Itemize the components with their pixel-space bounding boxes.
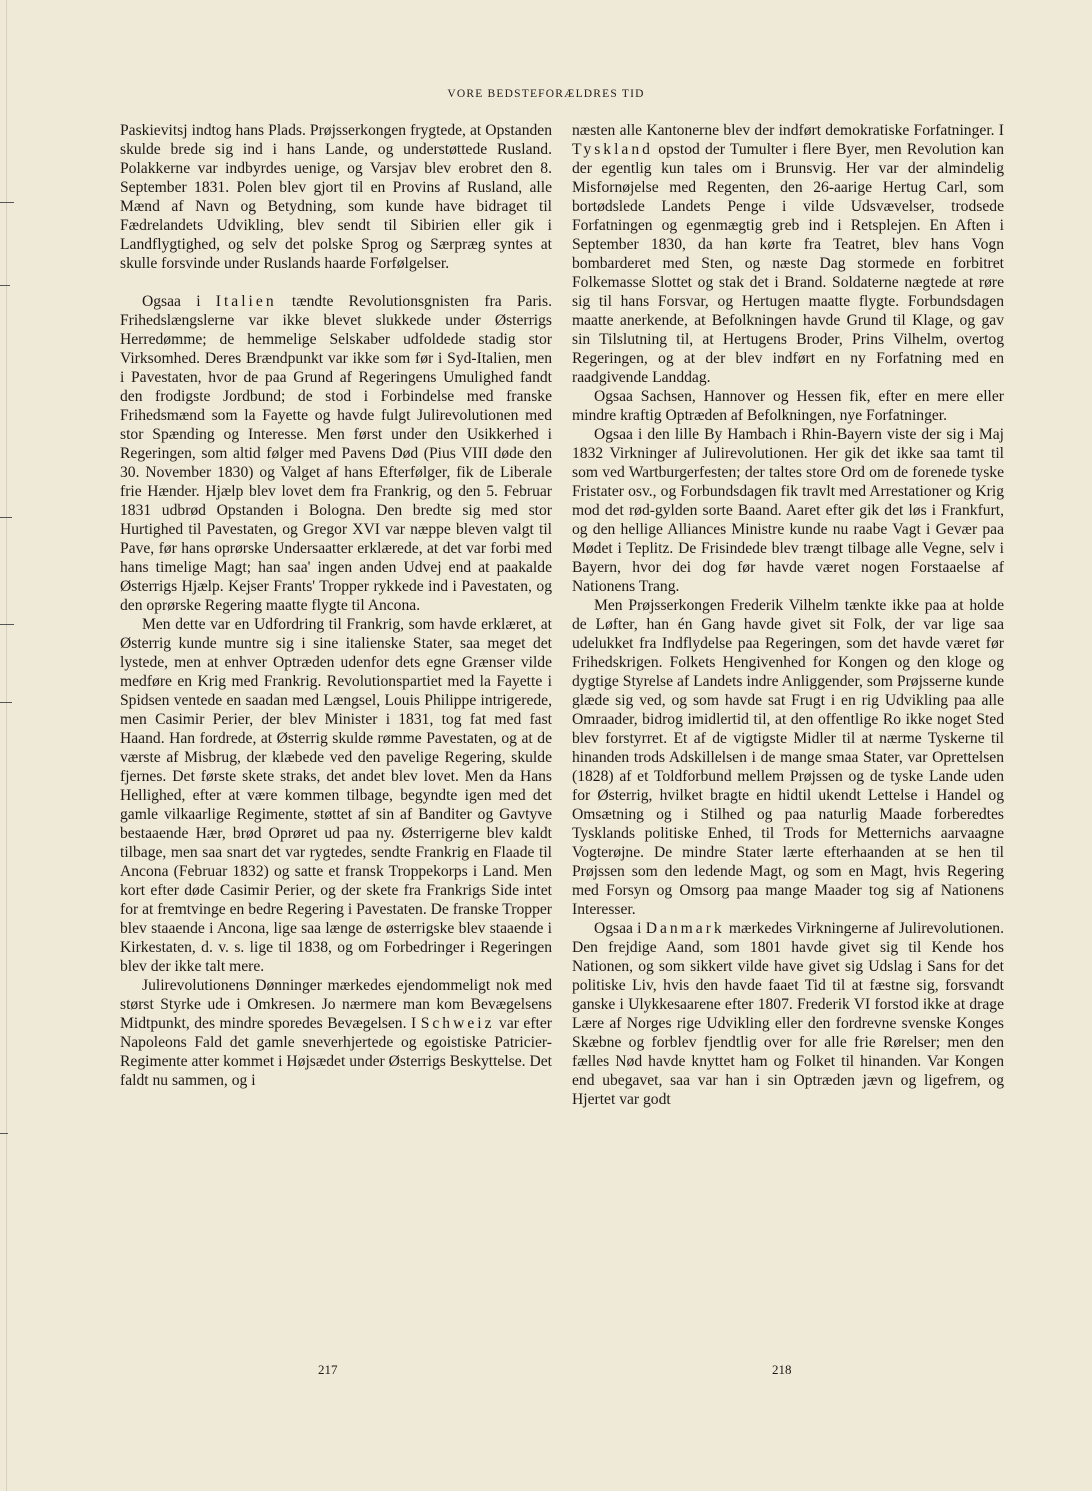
text-run: opstod der Tumulter i flere Byer, men Revolution kan der egentlig kun tales om i Brunsvig. Her var der almindelig Misfornøjelse med Regenten, den 26-aarige Hertug Carl, som bortødslede Landets Penge i vilde Udsvævelser, trodsede Forfatningen og egenmægtig greb ind i Retsplejen. En Aften i September 1830, da han kørte fra Teatret, blev hans Vogn bombarderet med Sten, og næste Dag stormede en forbitret Folkemasse Slottet og stak det i Brand. Soldaterne nægtede at røre sig til hans Forsvar, og Hertugen maatte flygte. Forbundsdagen maatte anerkende, at Befolkningen havde Grund til Klage, og gav sin Tilslutning til, at Hertugens Broder, Prins Vilhelm, overtog Regeringen, og at der blev indført en ny Forfatning med en raadgivende Landdag. bbox=[572, 141, 1004, 386]
margin-mark bbox=[0, 202, 14, 203]
paragraph: Ogsaa i den lille By Hambach i Rhin-Bayern viste der sig i Maj 1832 Virkninger af Julirevolutionen. Her gik det ikke saa tamt til som ved Wartburgerfesten; der taltes store Ord om de forenede tyske Fristater osv., og Forbundsdagen fik travlt med Arrestationer og Krig mod det rød-gylden sorte Baand. Aaret efter gik det løs i Frankfurt, og den hellige Alliances Ministre kunde nu raabe Vagt i Gevær paa Mødet i Teplitz. De Frisindede blev trængt tilbage alle Vegne, selv i Bayern, hvor dei dog før havde været nogen Forstaaelse af Nationens Trang. bbox=[572, 426, 1004, 595]
margin-mark bbox=[0, 517, 12, 518]
text-run: næsten alle Kantonerne blev der indført demokratiske Forfatninger. I bbox=[572, 122, 1004, 139]
page-number-right: 218 bbox=[772, 1362, 792, 1377]
spaced-word: Schweiz bbox=[420, 1015, 495, 1032]
running-title: VORE BEDSTEFORÆLDRES TID bbox=[447, 88, 645, 100]
paragraph bbox=[120, 292, 552, 615]
text-run: tændte Revolutionsgnisten fra Paris. Frihedslængslerne var ikke blevet slukkede under Østerrigs Herredømme; de hemmelige Selskaber udfoldede stadig stor Virksomhed. Deres Brændpunkt var ikke som før i Syd-Italien, men i Pavestaten, hvor de paa Grund af Regeringens Umulighed fandt den frodigste Jordbund; de stod i Forbindelse med franske Frihedsmænd som la Fayette og havde fulgt Julirevolutionen med stor Spænding og Interesse. Men først under den Usikkerhed i Regeringen, som altid følger med Pavens Død (Pius VIII døde den 30. November 1830) og Valget af hans Efterfølger, fik de Liberale frie Hænder. Hjælp blev lovet dem fra Frankrig, og den 5. Februar 1831 udbrød Opstanden i Bologna. Den bredte sig med stor Hurtighed til Pavestaten, og Gregor XVI var næppe bleven valgt til Pave, før hans oprørske Undersaatter erklærede, at det var forbi med hans timelige Magt; han saa' ingen anden Udvej end at paakalde Østerrigs Hjælp. Kejser Frants' Tropper rykkede ind i Pavestaten, og den oprørske Regering maatte flygte til Ancona. bbox=[120, 293, 552, 614]
text-run: Ogsaa i bbox=[142, 293, 216, 310]
paragraph: Men dette var en Udfordring til Frankrig, som havde erklæret, at Østerrig kunde muntre sig i sine italienske Stater, saa meget det lystede, men at enhver Optræden udenfor dets egne Grænser vilde medføre en Krig med Frankrig. Revolutionspartiet med la Fayette i Spidsen ventede en saadan med Længsel, Louis Philippe intrigerede, men Casimir Perier, der blev Minister i 1831, tog fat med fast Haand. Han fordrede, at Østerrig skulde rømme Pavestaten, og at de værste af Misbrug, der klæbede ved den pavelige Regering, skulde fjernes. Det første skete straks, det andet blev lovet. Men da Hans Hellighed, efter at være kommen tilbage, begyndte igen med det gamle vilkaarlige Regimente, støttet af sin af Banditer og Gavtyve bestaaende Hær, brød Oprøret ud paa ny. Østerrigerne blev kaldt tilbage, men saa snart det var rygtedes, sendte Frankrig en Flaade til Ancona (Februar 1832) og satte et fransk Troppekorps i Land. Men kort efter døde Casimir Perier, og der skete fra Frankrigs Side intet for at fremtvinge en bedre Regering i Pavestaten. De franske Tropper blev staaende i Ancona, lige saa længe de østerrigske blev staaende i Kirkestaten, d. v. s. lige til 1838, og om Forbedringer i Regeringen blev der ikke talt mere. bbox=[120, 616, 552, 975]
text-run: Julirevolutionens Dønninger mærkedes ejendommeligt nok med størst Styrke ude i Omkresen. Jo nærmere man kom Bevægelsens Midtpunkt, des mindre sporedes Bevægelsen. I bbox=[120, 977, 552, 1032]
spaced-word: Tyskland bbox=[572, 141, 653, 158]
paragraph bbox=[572, 919, 1004, 1109]
text-run: var efter Napoleons Fald det gamle sneverhjertede og egoistiske Patricier-Regimente atter kommet i Højsædet under Østerrigs Beskyttelse. Det faldt nu sammen, og i bbox=[120, 1015, 552, 1089]
page-number-left: 217 bbox=[318, 1362, 338, 1377]
margin-mark bbox=[0, 285, 10, 286]
margin-mark bbox=[0, 624, 14, 625]
margin-mark bbox=[0, 1133, 8, 1134]
right-column bbox=[572, 121, 1004, 1109]
left-column bbox=[120, 121, 552, 1090]
paragraph bbox=[120, 976, 552, 1090]
paragraph: Ogsaa Sachsen, Hannover og Hessen fik, efter en mere eller mindre kraftig Optræden af Befolkningen, nye Forfatninger. bbox=[572, 388, 1004, 424]
margin-mark bbox=[0, 702, 12, 703]
paragraph: Paskievitsj indtog hans Plads. Prøjsserkongen frygtede, at Opstanden skulde brede sig ind i hans Lande, og understøttede Rusland. Polakkerne var indbyrdes uenige, og Varsjav blev erobret den 8. September 1831. Polen blev gjort til en Provins af Rusland, alle Mænd af Navn og Betydning, som kunde have bidraget til Fædrelandets Udvikling, blev sendt til Sibirien eller gik i Landflygtighed, og selv det polske Sprog og Særpræg syntes at skulle forsvinde under Ruslands haarde Forfølgelser. bbox=[120, 122, 552, 272]
text-run: mærkedes Virkningerne af Julirevolutionen. Den frejdige Aand, som 1801 havde givet sig til Kende hos Nationen, og som sikkert vilde have givet sig Udslag i Sans for det politiske Liv, hvis den havde faaet Tid til at fæstne sig, forsvandt ganske i Ulykkesaarene efter 1807. Frederik VI forstod ikke at drage Lære af Norges rige Udvikling eller den fordrevne svenske Konges Skæbne og forblev fjendtlig over for alle frie Rørelser; men den fælles Nød havde knyttet ham og Folket til hinanden. Var Kongen end ubegavet, saa var han i sin Optræden jævn og ligefrem, og Hjertet var godt bbox=[572, 920, 1004, 1108]
paragraph bbox=[572, 121, 1004, 387]
spaced-word: Danmark bbox=[645, 920, 725, 937]
scan-edge bbox=[6, 0, 7, 1491]
text-run: Ogsaa i bbox=[594, 920, 646, 937]
spaced-word: Italien bbox=[215, 293, 277, 310]
paragraph: Men Prøjsserkongen Frederik Vilhelm tænkte ikke paa at holde de Løfter, han én Gang havde givet sit Folk, der var lige saa udelukket fra Indflydelse paa Regeringen, som det havde været før Frihedskrigen. Folkets Hengivenhed for Kongen og den kloge og dygtige Styrelse af Landets indre Anliggender, som Prøjsserne kunde glæde sig ved, og som havde sat Frugt i en rig Udvikling paa alle Omraader, bidrog imidlertid til, at den offentlige Ro ikke noget Sted blev forstyrret. Et af de vigtigste Midler til at nærme Tyskerne til hinanden trods Adskillelsen i de mange smaa Stater, var Oprettelsen (1828) af et Toldforbund mellem Prøjssen og de tyske Lande uden for Østerrig, hvilket bragte en hidtil ukendt Lettelse i Handel og Omsætning og i Stilhed og paa naturlig Maade forberedtes Tysklands politiske Enhed, til Trods for Metternichs aarvaagne Vogterøjne. De mindre Stater lærte efterhaanden at se hen til Prøjssen som den ledende Magt, og som en Magt, hvis Regering med Forsyn og Omsorg paa mange Maader tog sig af Nationens Interesser. bbox=[572, 597, 1004, 918]
